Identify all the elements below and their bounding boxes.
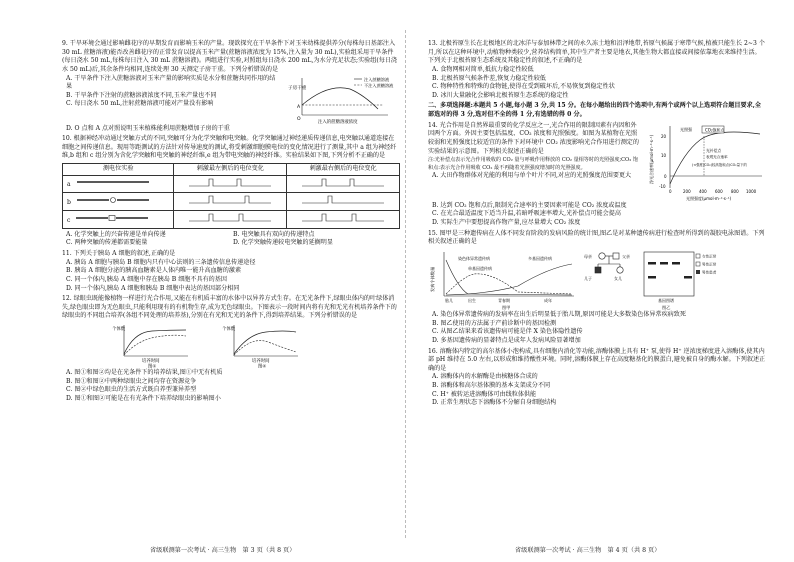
q14-xtick-400: 400 <box>699 188 707 194</box>
question-11 <box>62 250 400 293</box>
question-10 <box>62 135 400 248</box>
question-16-option-a: A. 溶酶体内的水解酶是由核糖体合成的 <box>432 373 538 381</box>
q15-ped-daughter: 女儿 <box>614 275 622 281</box>
question-14-option-a: A. 大田作物群体对光能的利用与单个叶片不同,对应的光照强度范围要更大 <box>432 171 632 179</box>
question-15-figure-a <box>428 248 578 310</box>
q10-trace-c-right <box>298 212 388 223</box>
question-14-note: 注:光补偿点表示光合作用吸收的 CO₂ 量与呼吸作用释放的 CO₂ 量相等时的光照强度;CO₂ 饱和点:表示光合作用吸收 CO₂ 最不再随着光照强度增加时的光照强度。 <box>428 157 638 171</box>
question-15-option-b: B. 图乙使用的方法属于产前诊断中的基因检测 <box>432 319 557 327</box>
q9-xlabel: 注入的蔗糖溶液浓度 <box>318 119 358 125</box>
question-9-chart <box>288 75 400 125</box>
q14-label-light: 光照强 <box>680 126 692 132</box>
question-11-stem: 11. 下列关于胰岛 A 细胞的叙述,正确的是 <box>62 249 176 257</box>
q15-xaxis-fetus: 胎儿 <box>445 297 453 303</box>
q14-xlabel: 光照强度(μmol·m⁻²·s⁻¹) <box>686 195 732 201</box>
question-15-figure-b <box>584 248 717 310</box>
q12-fig1-curve-a <box>124 330 186 354</box>
q14-xtick-1000: 1000 <box>746 188 757 194</box>
question-9-option-c: C. 每日浇水 50 mL,注射蔗糖溶液可能对产量没有影响 <box>66 100 214 108</box>
q10-header-2: 刺激最左侧后的电位变化 <box>174 164 287 176</box>
question-12-option-d: D. 图①和图②可能是在有光条件下培养绿眼虫的影响图小 <box>66 395 221 403</box>
question-16-stem: 16. 溶酶体内特定的高尔基体小泡构成,具有细胞内消化等功能,溶酶体膜上具有 H⁺ 泵,使得 H⁺ 逆浓度梯度进入溶酶体,使其内部 pH 维持在 5.0 左右,以形成和维持酸性环境。同时,溶酶体膜上存在高度糖基化的膜蛋白,避免被自身的酶水解。下列叙述正确的是 <box>428 347 766 372</box>
question-15-option-a: A. 染色体异常遗传病的发病率在出生后明显低于胎儿期,原因可能是大多数染色体异常疾病致死 <box>432 310 686 318</box>
q10-row-label-a: a <box>67 181 71 189</box>
question-13 <box>428 40 766 100</box>
q14-label-compensation: 光补偿点 <box>706 147 722 153</box>
question-13-stem: 13. 北极苔原生长在北极地区的北冰洋与泰加林带之间的永久冻土地和沼泽地带,苔原气候属于寒带气候,植被只能生长 2~3 个月,所以在这种环境中,动植物种类较少,营养结构简单,其中生产者主要是地衣,其他生物大都直接或间接依靠地衣来维持生活。下列关于北极苔原生态系统及其稳定性的叙述,不正确的是 <box>428 40 765 65</box>
q15-xtick-adult: 成年 <box>544 297 552 303</box>
q14-ylabel: 净光合速率(μmol·m⁻²·s⁻¹) <box>649 134 654 184</box>
left-column <box>62 40 400 406</box>
question-15-stem: 15. 图甲是三种遗传病在人体不同发育阶段的发病风险的统计图,图乙是对某种遗传病进行检查时所得到的凝胶电泳图谱。下列相关叙述正确的是 <box>428 229 765 246</box>
q14-ytick-10: 10 <box>661 152 667 158</box>
q10-fiber-b <box>73 196 153 204</box>
q14-label-co2: CO₂饱和点 <box>705 127 725 133</box>
question-14-stem: 14. 光合作用是自然界最重要的化学反应之一,光合作用的限制因素有内因和外因两个方面。外因主要包括温度、CO₂ 浓度和光照强度。如图为某植物在光照较弱和光照强度比较适宜的条件下对环境中 CO₂ 浓度影响光合作用进行测定的实验结果的示意图。下列相关叙述正确的是 <box>428 121 639 155</box>
q15-gel-label: 基因图谱 <box>658 297 674 303</box>
q9-legend-2: 不注入蔗糖溶液 <box>364 82 394 88</box>
q12-fig2-xaxis: 培养时间 <box>252 359 270 365</box>
question-10-table <box>62 163 400 229</box>
question-10-option-d: D. 化学突触传递较电突触的延搁明显 <box>233 239 333 247</box>
q15-xtick-puberty: 青春期 <box>498 297 510 303</box>
footer-right: 省级联测第一次考试 · 高三生物 第 4 页（共 8 页） <box>515 547 661 555</box>
q15-ped-son: 儿子 <box>584 275 592 281</box>
q14-ytick-20: 20 <box>661 133 667 139</box>
question-14-chart <box>650 122 766 202</box>
q15-curve1-label: 染色体异常遗传病 <box>458 255 490 261</box>
question-14-option-d: D. 实际生产中要想提高作物产量,应尽量增大 CO₂ 浓度 <box>432 219 581 227</box>
question-9-stem: 9. 干旱环境会通过影响雌花序的早期发育而影响玉米的产量。现欲探究在干旱条件下对玉米幼株提供养分(每株每日基部注入 30 mL 蔗糖溶液)能否改善雌花序的正常发育以提高玉米产量(蔗糖溶液浓度为 15%,注入量为 30 mL),实验组采用干旱条件(每日浇水 50 mL,每株每日注入 30 mL 蔗糖溶液)。两组进行实验,对照组每日浇水 200 mL,为水分充足状态;实验组(每日浇水 50 mL)后,其余条件均相同,连续处理 30 天测定子房干重。下列分析错误的是 <box>62 40 398 73</box>
q12-fig2-curve-a <box>234 331 296 354</box>
q14-ytick-neg10: -10 <box>659 183 666 189</box>
q15-curve3-label: 多基因遗传病 <box>528 255 552 261</box>
q15-ped-mother: 母亲 <box>584 253 592 259</box>
q14-xtick-200: 200 <box>683 188 691 194</box>
q9-point-a: A <box>297 104 301 110</box>
q15-fig-a-label: 图甲 <box>502 304 511 310</box>
question-14-option-b: B. 达到 CO₂ 饱和点后,限制光合速率的主要因素可能是 CO₂ 浓度或温度 <box>432 201 627 209</box>
question-13-option-b: B. 北极苔原气候条件差,恢复力稳定性较低 <box>432 74 546 82</box>
question-13-option-a: A. 食物网相对简单,抵抗力稳定性较低 <box>432 65 534 73</box>
q15-curve-chromosome <box>446 260 572 295</box>
q15-fig-b-label: 图乙 <box>662 304 671 310</box>
question-12-figure-1 <box>112 322 192 368</box>
question-10-option-c: C. 两种突触的传递都需要能量 <box>66 239 148 247</box>
question-10-option-a: A. 化学突触上的兴奋传递是单向传递 <box>66 230 166 238</box>
question-11-option-b: B. 胰岛 A 细胞分泌的胰高血糖素是人体内唯一能升高血糖的激素 <box>66 267 242 275</box>
question-15-option-d: D. 多基因遗传病的显著特点是成年人发病风险显著增加 <box>432 336 581 344</box>
q15-ped-father: 父亲 <box>622 253 630 259</box>
question-11-option-d: D. 同一个体内,胰岛 A 细胞和胰岛 B 细胞中表达的基因部分相同 <box>66 284 240 292</box>
question-14 <box>428 122 766 228</box>
footer-left: 省级联测第一次考试 · 高三生物 第 3 页（共 8 页） <box>150 547 296 555</box>
question-16-option-d: D. 正常生理状态下溶酶体不分解自身细胞结构 <box>432 399 557 407</box>
question-12-figure-2 <box>222 322 302 368</box>
q10-trace-a-left <box>185 177 275 188</box>
question-16-option-b: B. 溶酶体和高尔基体膜的基本支架成分不同 <box>432 382 551 390</box>
q14-label-note: (<强度)CO₂(较高饱和点)CO₂量下的 <box>692 162 747 167</box>
q15-curve-single <box>446 274 572 294</box>
q15-legend-female: 女性正常 <box>702 254 717 259</box>
question-9-option-b: B. 干旱条件下注射的蔗糖溶液浓度不同,玉米产量也不同 <box>66 91 217 99</box>
q15-xtick-birth: 出生 <box>468 297 476 303</box>
q12-fig1-label: 图① <box>148 364 157 370</box>
question-9-option-a: A. 干旱条件下注入蔗糖溶液对玉米产量的影响实质是水分和蔗糖共同作用的结果 <box>66 74 276 91</box>
question-16 <box>428 348 766 408</box>
question-13-option-c: C. 物种特性和特殊的食物链,使得在受到破坏后,不易恢复到稳定性状 <box>432 83 615 91</box>
q10-fiber-c <box>72 214 152 222</box>
q15-legend-patient: 男性患者 <box>702 270 717 275</box>
question-13-option-d: D. 冰川大量融化会影响北极苔原生态系统的稳定性 <box>432 91 569 99</box>
q12-fig2-label: 图② <box>258 364 267 370</box>
question-12-option-a: A. 图①和图②均是在光条件下的培养结果,图①中无有机质 <box>66 369 223 377</box>
question-11-option-a: A. 胰岛 A 细胞与胰岛 B 细胞内只有中心法则的三条遗传信息传递途径 <box>66 258 256 266</box>
q10-trace-c-left <box>185 212 275 223</box>
question-12-option-b: B. 图①和图②中两种绿眼虫之间均存在资源竞争 <box>66 377 197 385</box>
question-15-option-c: C. 从图乙结果来看该遗传病可能是伴 X 染色体隐性遗传 <box>432 328 583 336</box>
question-10-option-b: B. 电突触具有双向的传递特点 <box>233 230 315 238</box>
question-12-stem: 12. 绿眼虫既能像植物一样进行光合作用,又能在有机质丰富的水体中以异养方式生存。在无光条件下,绿眼虫体内的叶绿体消失,绿色眼虫即为无色眼虫,只能利用现有的有机物生存,成为无色绿眼虫。下图表示一段时间内将有光和无光有机培养条件下的绿眼虫的不同组合培养(各组不同处理的培养基),分别在有光和无光的条件下,得到培养结果。下列分析错误的是 <box>62 295 397 320</box>
question-10-stem: 10. 根据神经冲动通过突触方式的不同,突触可分为化学突触和电突触。化学突触通过神经递质传递信息,电突触以通道连接在细胞之间传递信息。现用等距测试的方法针对传导速度的测试,将受刺激细胞膜电位的变化情况进行了测量,其中 a 组为神经纤维,b 组和 c 组分别为含化学突触和电突触的神经纤维,e 组为带电突触的神经纤维。实验结果如下图,下列分析不正确的是 <box>62 135 397 160</box>
q9-ylabel: 子房干重 <box>288 85 307 91</box>
q10-trace-a-right <box>298 177 388 188</box>
q14-label-apparent: 表观光合速率 <box>706 154 728 159</box>
q9-curve-sucrose <box>302 87 378 108</box>
question-9-option-d: D. O 点和 A 点对照说明玉米植株能利用蔗糖增加子房的干重 <box>66 124 230 132</box>
q12-fig1-xaxis: 培养时间 <box>142 359 160 365</box>
q10-fiber-a <box>73 178 153 186</box>
q15-gel <box>644 252 694 296</box>
question-15 <box>428 230 766 346</box>
q10-trace-b-left <box>185 194 275 205</box>
question-12 <box>62 295 400 403</box>
column-divider <box>405 30 406 538</box>
section-2-title: 二、多项选择题:本题共 5 小题,每小题 3 分,共 15 分。在每小题给出的四个选项中,有两个或两个以上选项符合题目要求,全部选对的得 3 分,选对但不全的得 1 分,有选错的得 0 分。 <box>428 102 761 119</box>
q9-legend-1: 注入蔗糖溶液 <box>364 76 390 82</box>
right-column <box>428 40 766 410</box>
question-14-option-c: C. 在光合最适温度下适当升温,若暗呼吸速率增大,光补偿点可能会提高 <box>432 210 621 218</box>
q15-curve-multi <box>446 264 572 295</box>
q12-fig1-yaxis: 个体数 <box>112 327 126 333</box>
q9-point-o: O <box>297 116 301 122</box>
question-16-option-c: C. H⁺ 被转运进溶酶体可由线粒体供能 <box>432 390 537 398</box>
question-12-option-c: C. 图②中绿色眼虫的生活方式既自养型兼异养型 <box>66 386 197 394</box>
q14-xtick-600: 600 <box>715 188 723 194</box>
q14-xtick-0: 0 <box>669 188 672 194</box>
q14-ytick-0: 0 <box>664 173 667 179</box>
q15-legend-male: 男性正常 <box>702 262 717 267</box>
q10-row-label-b: b <box>67 198 71 206</box>
q15-curve2-label: 单基因遗传病 <box>468 265 492 271</box>
question-9 <box>62 40 400 133</box>
question-11-option-c: C. 同一个体内,胰岛 A 细胞中存在胰岛 B 细胞不具有的基因 <box>66 275 227 283</box>
q14-xtick-800: 800 <box>731 188 739 194</box>
q15-yaxis: 发病个体数量 <box>430 266 435 292</box>
q12-fig2-yaxis: 个体数 <box>222 327 236 333</box>
q10-row-label-c: c <box>67 216 71 224</box>
q10-header-3: 刺激最右侧后的电位变化 <box>287 164 400 176</box>
q12-fig1-curve-b <box>124 335 186 355</box>
q10-header-1: 测电位实验 <box>63 164 174 176</box>
q10-trace-b-right <box>298 194 388 205</box>
